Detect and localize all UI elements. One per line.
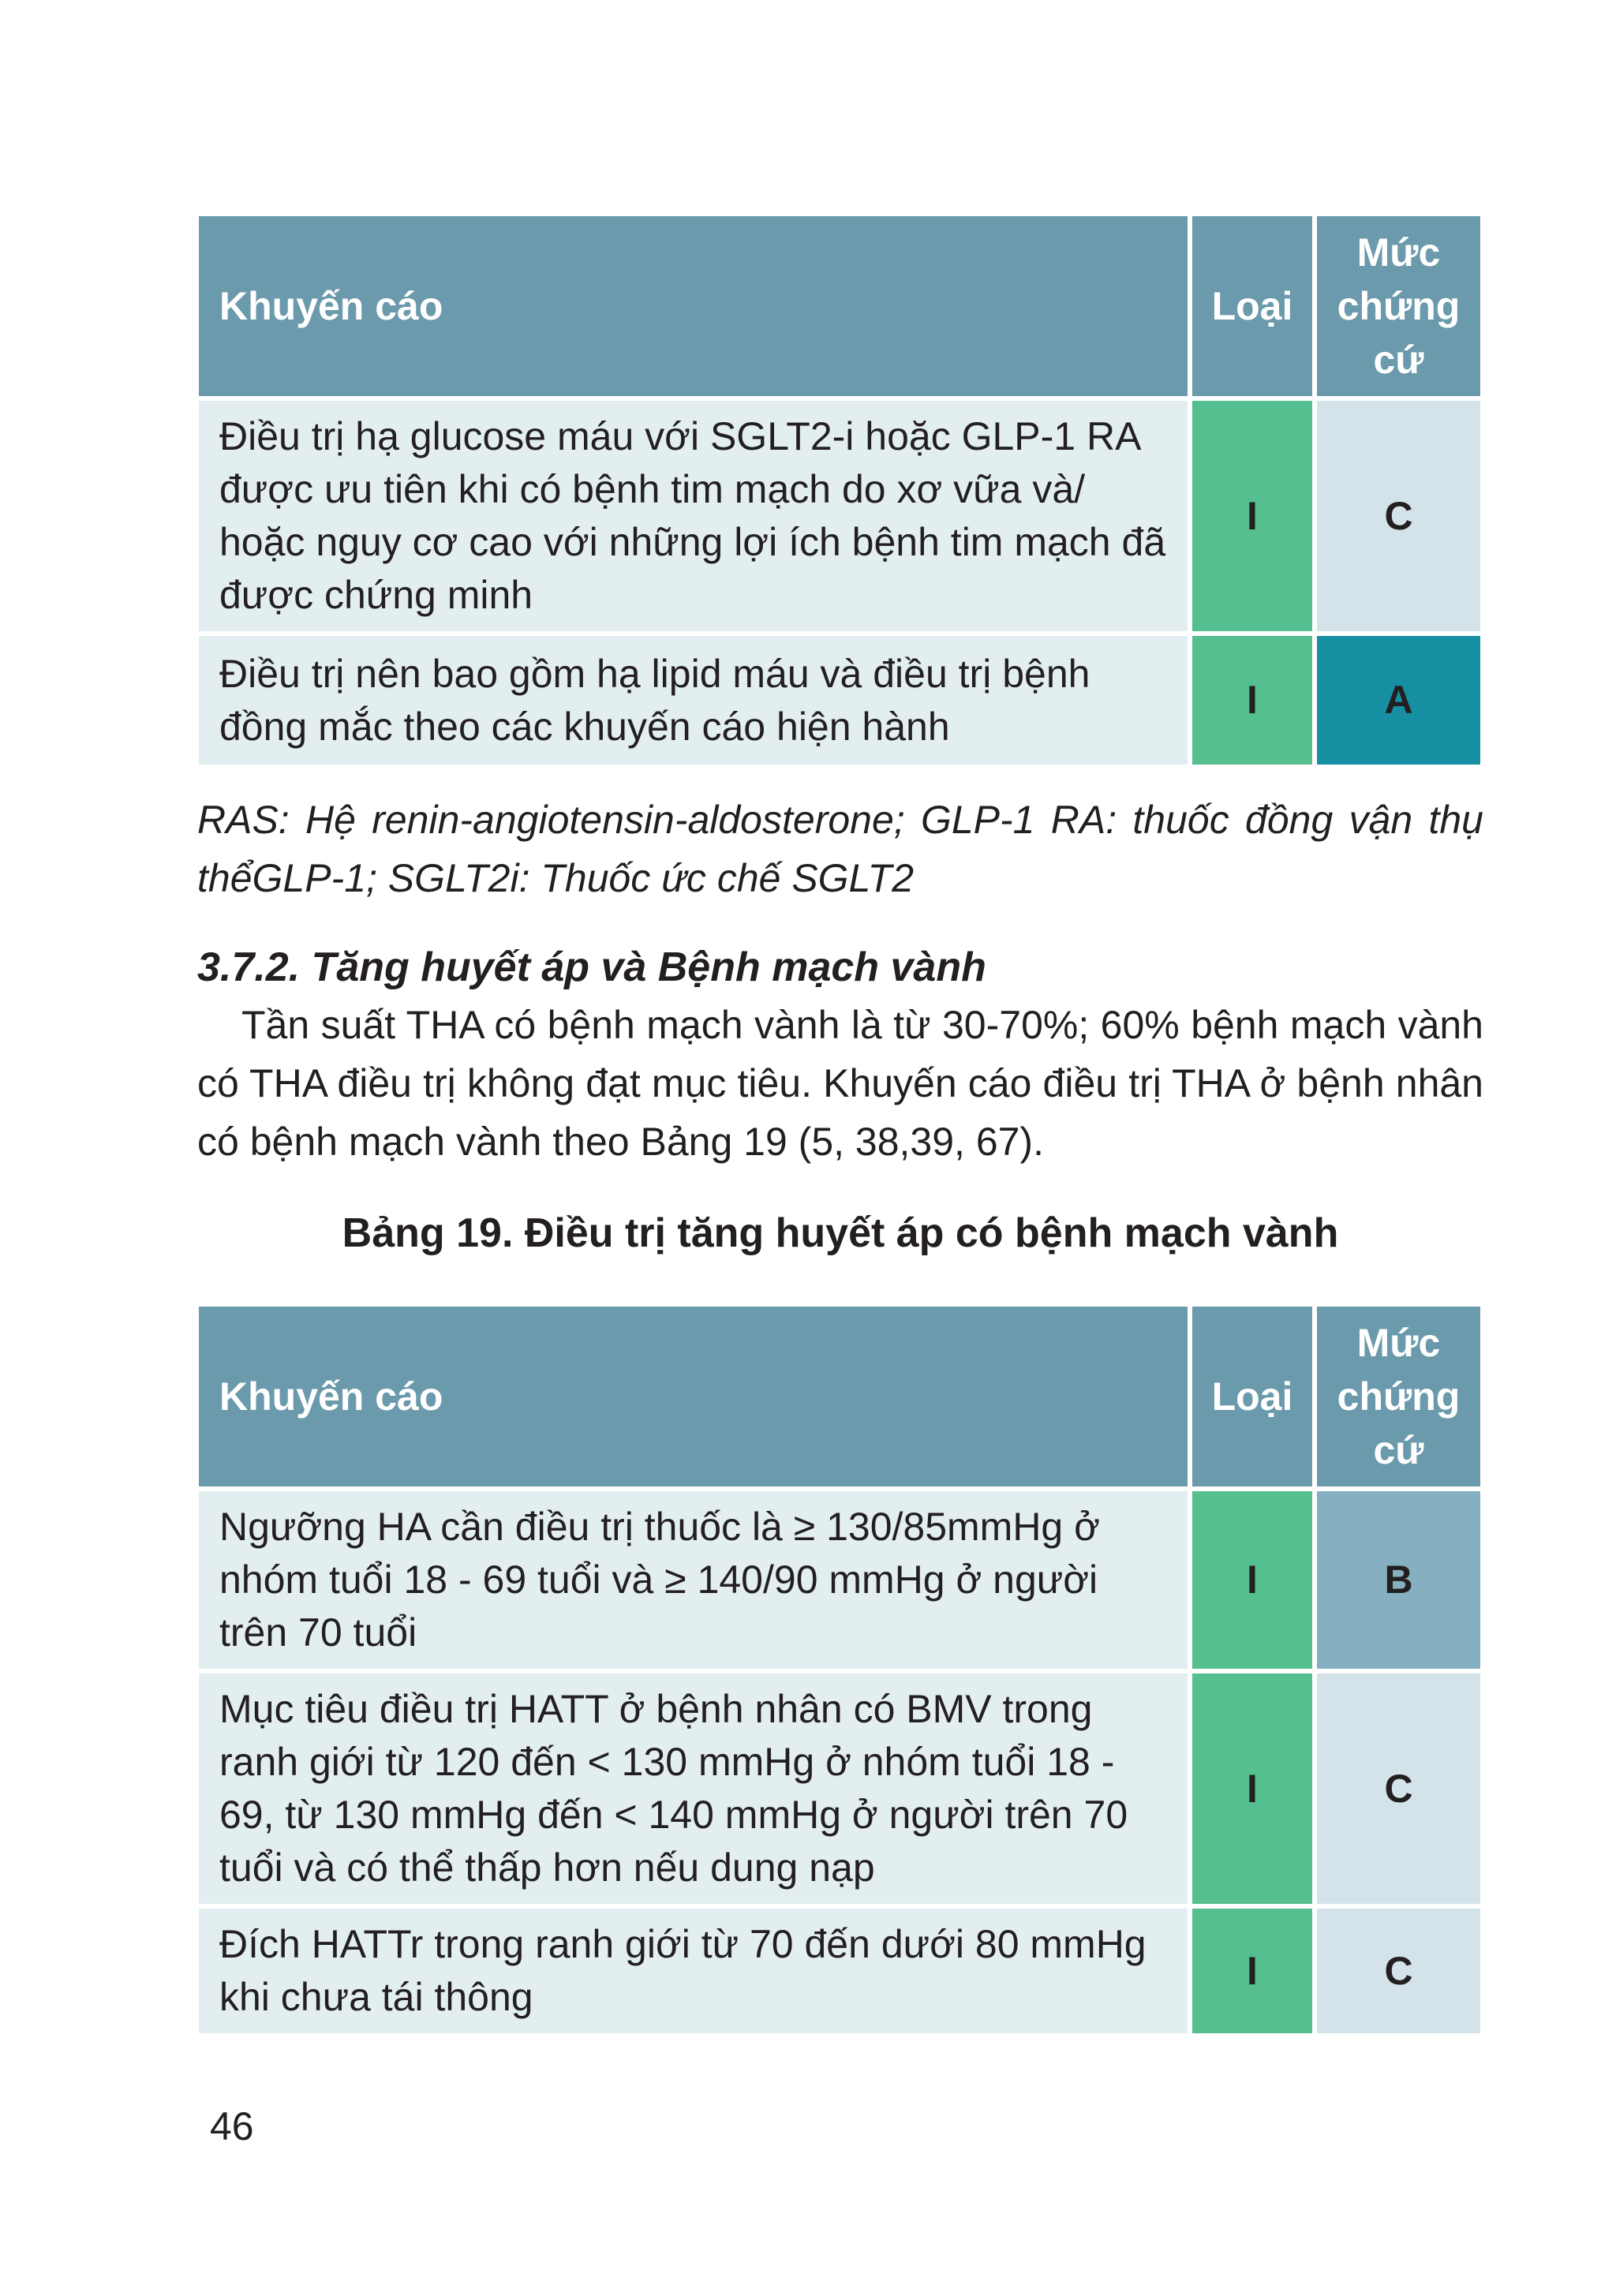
table-header-row — [199, 1307, 1480, 1486]
class-cell: I — [1192, 636, 1312, 765]
recommendation-text: Ngưỡng HA cần điều trị thuốc là ≥ 130/85mmHg ở nhóm tuổi 18 - 69 tuổi và ≥ 140/90 mmHg ở người trên 70 tuổi — [199, 1491, 1188, 1669]
page-number: 46 — [210, 2104, 254, 2148]
class-cell: I — [1192, 1491, 1312, 1669]
body-paragraph: Tần suất THA có bệnh mạch vành là từ 30-70%; 60% bệnh mạch vành có THA điều trị không đạt mục tiêu. Khuyến cáo điều trị THA ở bệnh nhân có bệnh mạch vành theo Bảng 19 (5, 38,39, 67). — [197, 1003, 1483, 1164]
table-title: Bảng 19. Điều trị tăng huyết áp có bệnh mạch vành — [342, 1210, 1339, 1256]
recommendation-text: Điều trị hạ glucose máu với SGLT2-i hoặc GLP-1 RA được ưu tiên khi có bệnh tim mạch do xơ vữa và/ hoặc nguy cơ cao với những lợi ích bệnh tim mạch đã được chứng minh — [199, 401, 1188, 631]
table-header-row — [199, 216, 1480, 396]
header-level: Mức chứng cứ — [1317, 1307, 1480, 1486]
class-cell: I — [1192, 401, 1312, 631]
table-row — [199, 1909, 1480, 2033]
table-row — [199, 1491, 1480, 1669]
table-row — [199, 1673, 1480, 1904]
section-heading: 3.7.2. Tăng huyết áp và Bệnh mạch vành — [197, 944, 986, 990]
recommendation-table-top — [194, 211, 1485, 769]
recommendation-text: Đích HATTr trong ranh giới từ 70 đến dưới 80 mmHg khi chưa tái thông — [199, 1909, 1188, 2033]
header-class: Loại — [1192, 216, 1312, 396]
level-cell: A — [1317, 636, 1480, 765]
table-row — [199, 636, 1480, 765]
recommendation-table-19 — [194, 1302, 1485, 2038]
class-cell: I — [1192, 1673, 1312, 1904]
level-cell: C — [1317, 401, 1480, 631]
level-cell: C — [1317, 1673, 1480, 1904]
level-cell: B — [1317, 1491, 1480, 1669]
header-recommendation: Khuyến cáo — [199, 1307, 1188, 1486]
class-cell: I — [1192, 1909, 1312, 2033]
table-row — [199, 401, 1480, 631]
abbreviations-note: RAS: Hệ renin-angiotensin-aldosterone; GLP-1 RA: thuốc đồng vận thụ thểGLP-1; SGLT2i: Thuốc ức chế SGLT2 — [197, 798, 1483, 900]
header-level: Mức chứng cứ — [1317, 216, 1480, 396]
level-cell: C — [1317, 1909, 1480, 2033]
header-recommendation: Khuyến cáo — [199, 216, 1188, 396]
recommendation-text: Điều trị nên bao gồm hạ lipid máu và điều trị bệnh đồng mắc theo các khuyến cáo hiện hành — [199, 636, 1188, 765]
recommendation-text: Mục tiêu điều trị HATT ở bệnh nhân có BMV trong ranh giới từ 120 đến < 130 mmHg ở nhóm tuổi 18 - 69, từ 130 mmHg đến < 140 mmHg ở người trên 70 tuổi và có thể thấp hơn nếu dung nạp — [199, 1673, 1188, 1904]
header-class: Loại — [1192, 1307, 1312, 1486]
